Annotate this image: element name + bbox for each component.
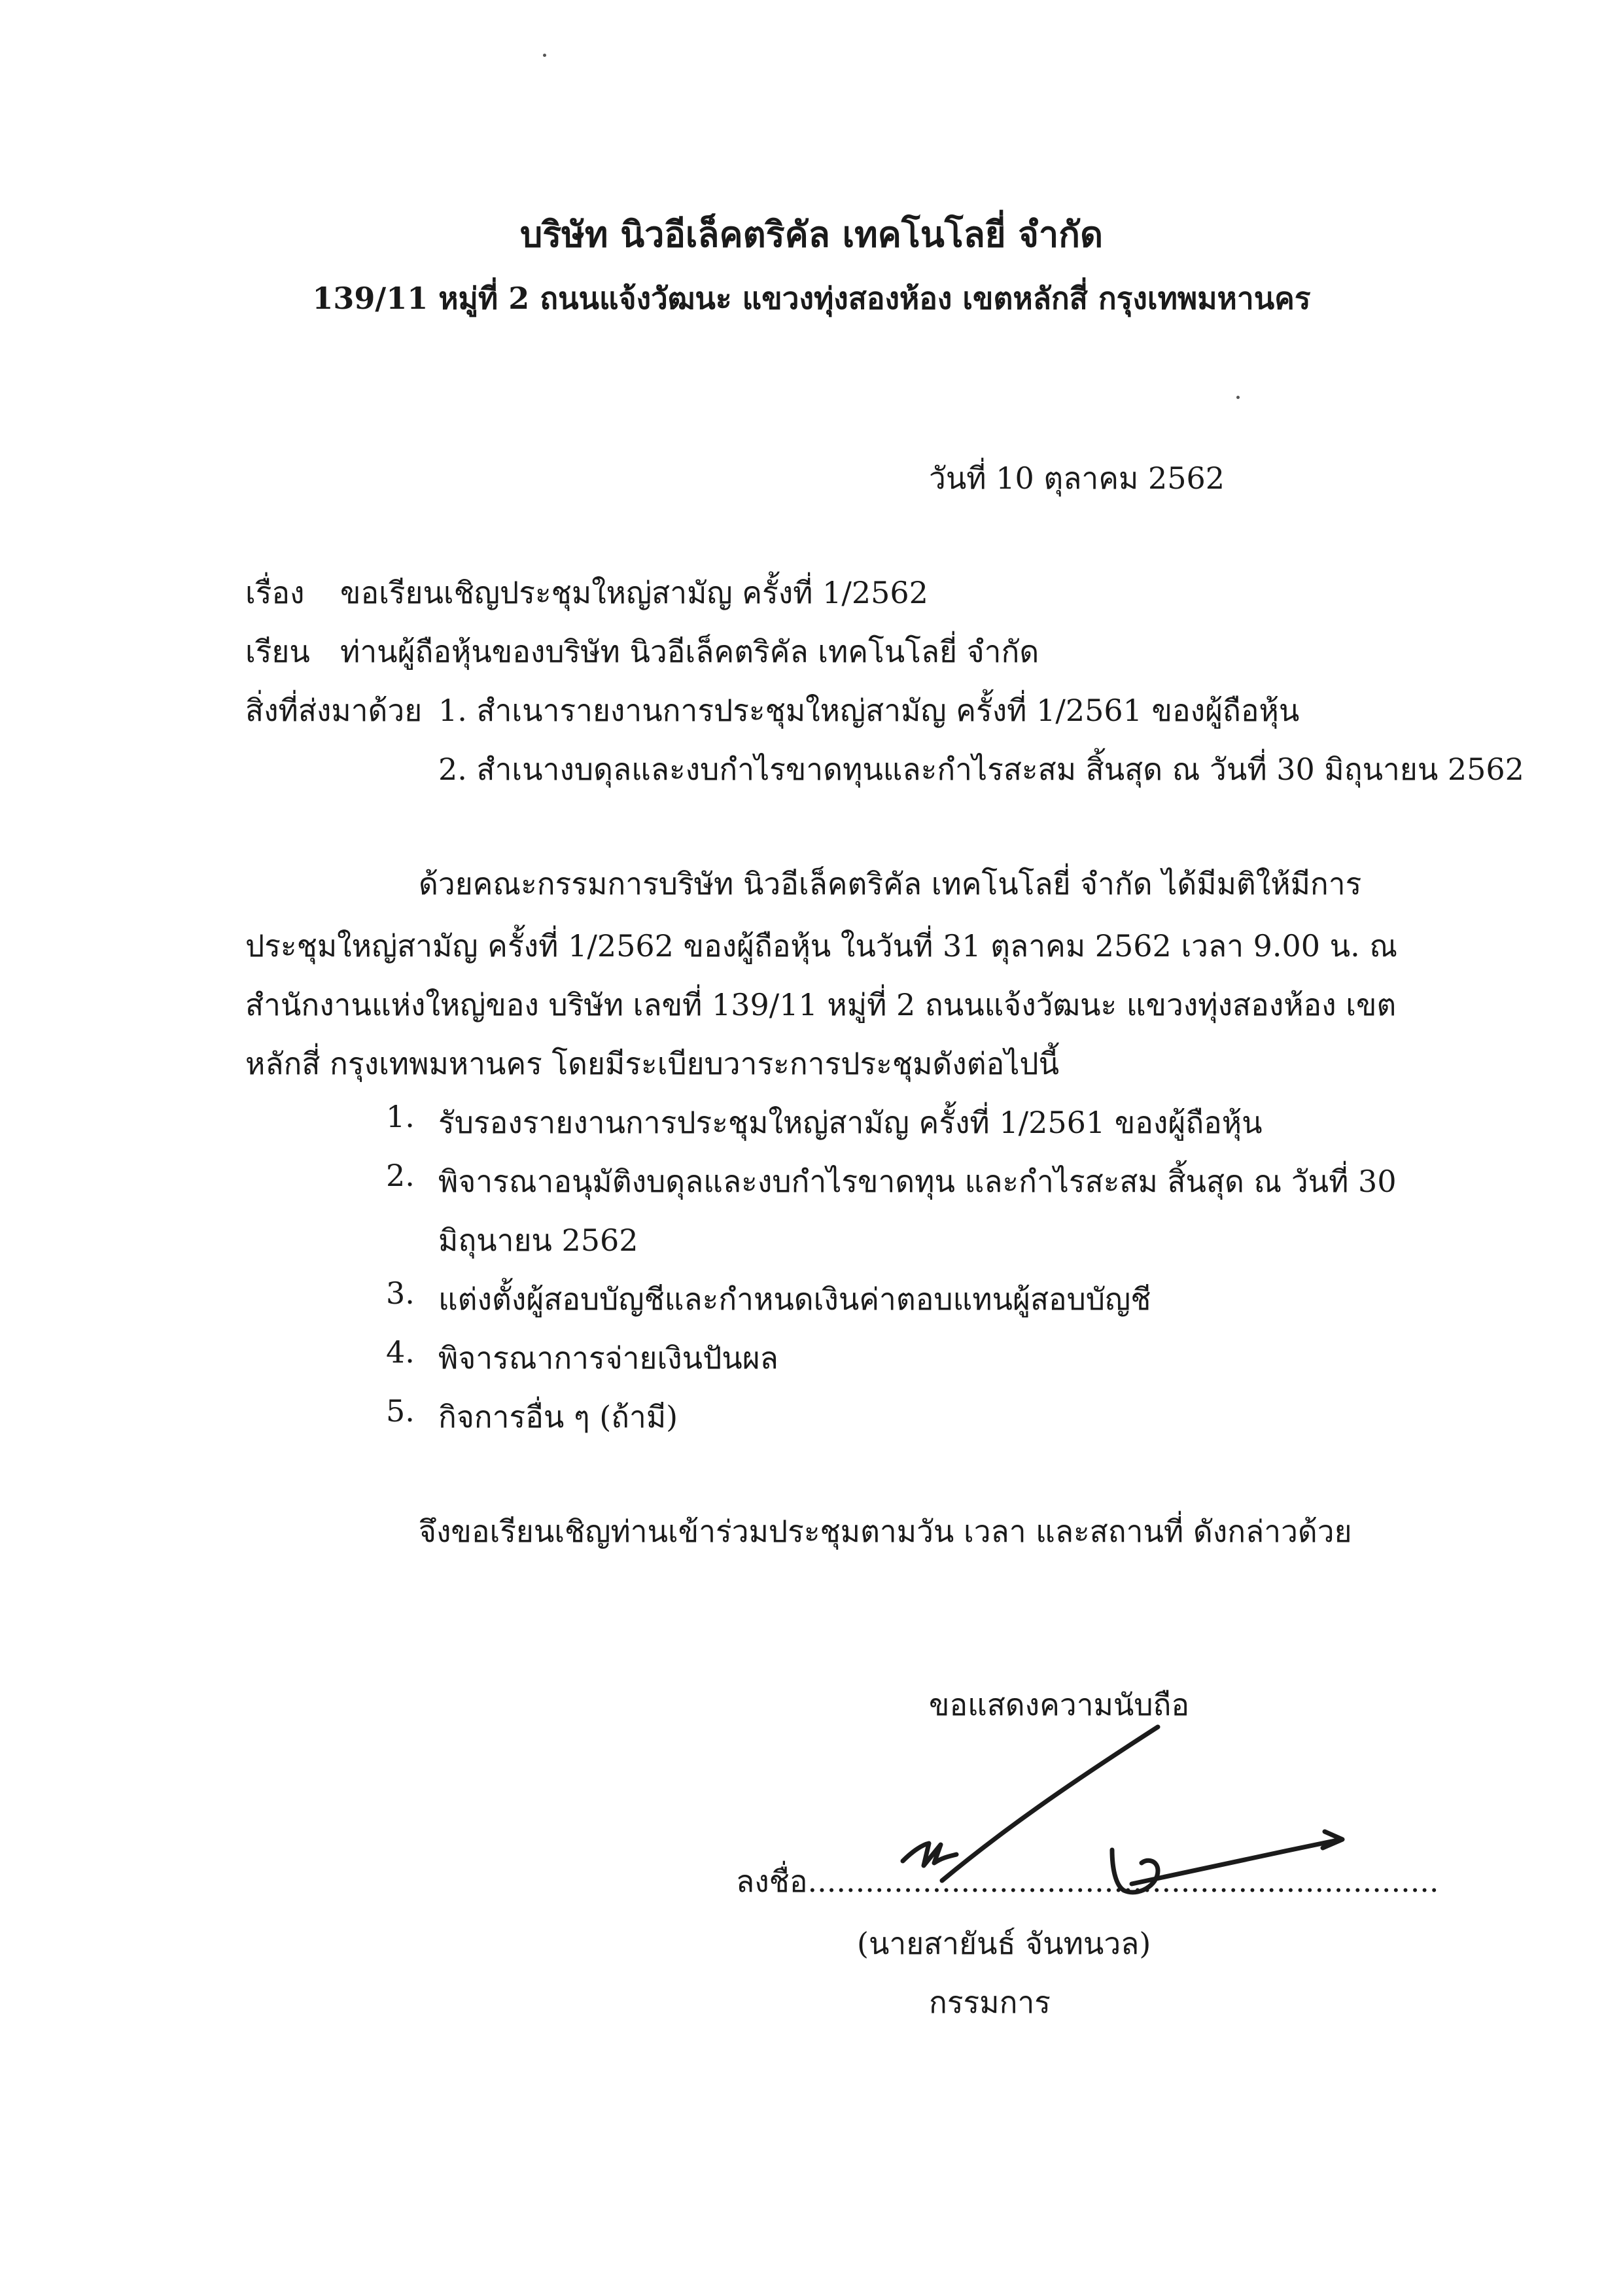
body-line: ด้วยคณะกรรมการบริษัท นิวอีเล็คตริคัล เทคโนโลยี่ จำกัด ได้มีมติให้มีการ (419, 866, 1362, 901)
scan-speck (543, 54, 546, 57)
signature-line: ลงชื่อ.................................................................. (736, 1864, 1439, 1899)
agenda-item: พิจารณาการจ่ายเงินปันผล (438, 1340, 778, 1376)
subject-label: เรื่อง (245, 575, 305, 610)
signatory-name: (นายสายันธ์ จันทนวล) (857, 1926, 1151, 1961)
agenda-number: 4. (386, 1334, 415, 1370)
closing-line: จึงขอเรียนเชิญท่านเข้าร่วมประชุมตามวัน เวลา และสถานที่ ดังกล่าวด้วย (419, 1514, 1352, 1549)
agenda-number: 2. (386, 1158, 415, 1193)
agenda-number: 5. (386, 1393, 415, 1429)
salutation: ขอแสดงความนับถือ (929, 1687, 1190, 1722)
recipient-label: เรียน (245, 634, 310, 669)
enclosures-label: สิ่งที่ส่งมาด้วย (245, 693, 423, 728)
subject-text: ขอเรียนเชิญประชุมใหญ่สามัญ ครั้งที่ 1/2562 (340, 575, 928, 610)
agenda-item: พิจารณาอนุมัติงบดุลและงบกำไรขาดทุน และกำไรสะสม สิ้นสุด ณ วันที่ 30 (438, 1164, 1397, 1199)
company-name: บริษัท นิวอีเล็คตริคัล เทคโนโลยี่ จำกัด (519, 213, 1104, 255)
body-line: ประชุมใหญ่สามัญ ครั้งที่ 1/2562 ของผู้ถือหุ้น ในวันที่ 31 ตุลาคม 2562 เวลา 9.00 น. ณ (245, 928, 1398, 964)
enclosure-item: 2. สำเนางบดุลและงบกำไรขาดทุนและกำไรสะสม สิ้นสุด ณ วันที่ 30 มิถุนายน 2562 (438, 752, 1524, 787)
letter-date: วันที่ 10 ตุลาคม 2562 (929, 461, 1225, 496)
agenda-item-continued: มิถุนายน 2562 (438, 1223, 638, 1258)
agenda-number: 1. (386, 1099, 415, 1134)
body-line: สำนักงานแห่งใหญ่ของ บริษัท เลขที่ 139/11 หมู่ที่ 2 ถนนแจ้งวัฒนะ แขวงทุ่งสองห้อง เขต (245, 987, 1397, 1022)
agenda-item: แต่งตั้งผู้สอบบัญชีและกำหนดเงินค่าตอบแทนผู้สอบบัญชี (438, 1281, 1151, 1317)
body-line: หลักสี่ กรุงเทพมหานคร โดยมีระเบียบวาระการประชุมดังต่อไปนี้ (245, 1046, 1060, 1081)
recipient-text: ท่านผู้ถือหุ้นของบริษัท นิวอีเล็คตริคัล เทคโนโลยี่ จำกัด (340, 634, 1039, 669)
enclosure-item: 1. สำเนารายงานการประชุมใหญ่สามัญ ครั้งที่ 1/2561 ของผู้ถือหุ้น (438, 693, 1300, 728)
signatory-title: กรรมการ (929, 1985, 1051, 2020)
agenda-item: รับรองรายงานการประชุมใหญ่สามัญ ครั้งที่ 1/2561 ของผู้ถือหุ้น (438, 1105, 1263, 1140)
company-address: 139/11 หมู่ที่ 2 ถนนแจ้งวัฒนะ แขวงทุ่งสองห้อง เขตหลักสี่ กรุงเทพมหานคร (312, 281, 1311, 316)
agenda-number: 3. (386, 1276, 415, 1311)
scan-speck (1236, 396, 1240, 399)
agenda-item: กิจการอื่น ๆ (ถ้ามี) (438, 1399, 678, 1435)
